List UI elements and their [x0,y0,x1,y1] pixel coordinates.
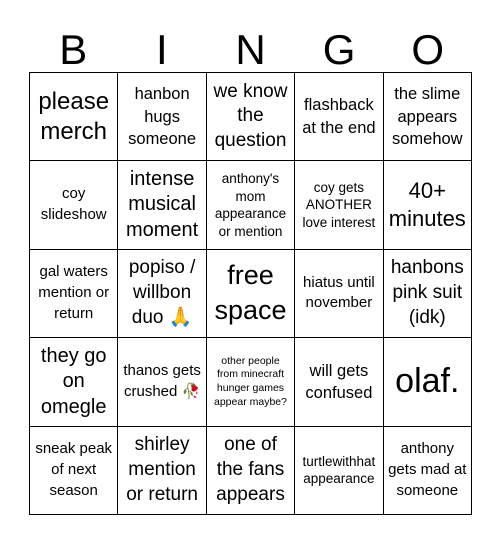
cell-text: other people from minecraft hunger games appear maybe? [214,354,287,408]
bingo-cell[interactable] [118,427,206,515]
bingo-cell[interactable] [118,338,206,426]
cell-text: coy slideshow [40,185,107,224]
bingo-cell[interactable] [384,161,472,249]
bingo-cell[interactable] [384,73,472,161]
bingo-cell[interactable] [384,427,472,515]
bingo-cell[interactable] [30,427,118,515]
cell-text: popiso / willbon duo 🙏 [128,257,196,328]
bingo-cell[interactable] [384,338,472,426]
cell-text: hanbon hugs someone [128,85,197,148]
cell-text: one of the fans appears [216,434,285,505]
bingo-cell[interactable] [384,250,472,338]
cell-text: thanos gets crushed 🥀 [123,362,201,400]
bingo-cell[interactable] [118,250,206,338]
bingo-cell[interactable] [295,338,383,426]
bingo-cell[interactable] [118,161,206,249]
cell-text: they go on omegle [40,344,107,418]
cell-text: anthony's mom appearance or mention [214,171,287,239]
bingo-cell[interactable] [30,338,118,426]
cell-text: hiatus until november [303,273,375,312]
header-letter-o: O [411,26,444,73]
cell-text: will gets confused [305,361,373,402]
bingo-cell[interactable] [295,250,383,338]
cell-text: 40+ minutes [388,177,466,232]
cell-text: turtlewithhat appearance [302,453,376,487]
cell-text: shirley mention or return [126,434,198,505]
cell-text: intense musical moment [125,167,199,241]
bingo-cell[interactable] [207,73,295,161]
cell-text: free space [214,260,287,326]
header-letter-n: N [235,26,266,73]
bingo-cell[interactable] [207,161,295,249]
free-space-cell[interactable] [207,250,295,338]
cell-text: the slime appears somehow [391,85,463,148]
cell-text: flashback at the end [302,96,376,137]
cell-text: coy gets ANOTHER love interest [302,179,376,230]
bingo-cell[interactable] [207,338,295,426]
bingo-cell[interactable] [295,427,383,515]
cell-text: olaf. [395,362,460,401]
header-letter-b: B [59,26,88,73]
bingo-cell[interactable] [30,250,118,338]
bingo-cell[interactable] [30,73,118,161]
bingo-cell[interactable] [295,161,383,249]
cell-text: sneak peak of next season [35,440,113,499]
header-letter-g: G [322,26,356,73]
bingo-header [29,28,472,72]
bingo-cell[interactable] [30,161,118,249]
bingo-cell[interactable] [207,427,295,515]
cell-text: hanbons pink suit (idk) [390,257,464,328]
cell-text: anthony gets mad at someone [388,440,467,499]
bingo-cell[interactable] [295,73,383,161]
cell-text: please merch [38,87,110,145]
header-letter-i: I [156,26,168,73]
cell-text: gal waters mention or return [38,263,110,322]
cell-text: we know the question [213,80,288,152]
bingo-cell[interactable] [118,73,206,161]
bingo-grid [29,72,472,515]
